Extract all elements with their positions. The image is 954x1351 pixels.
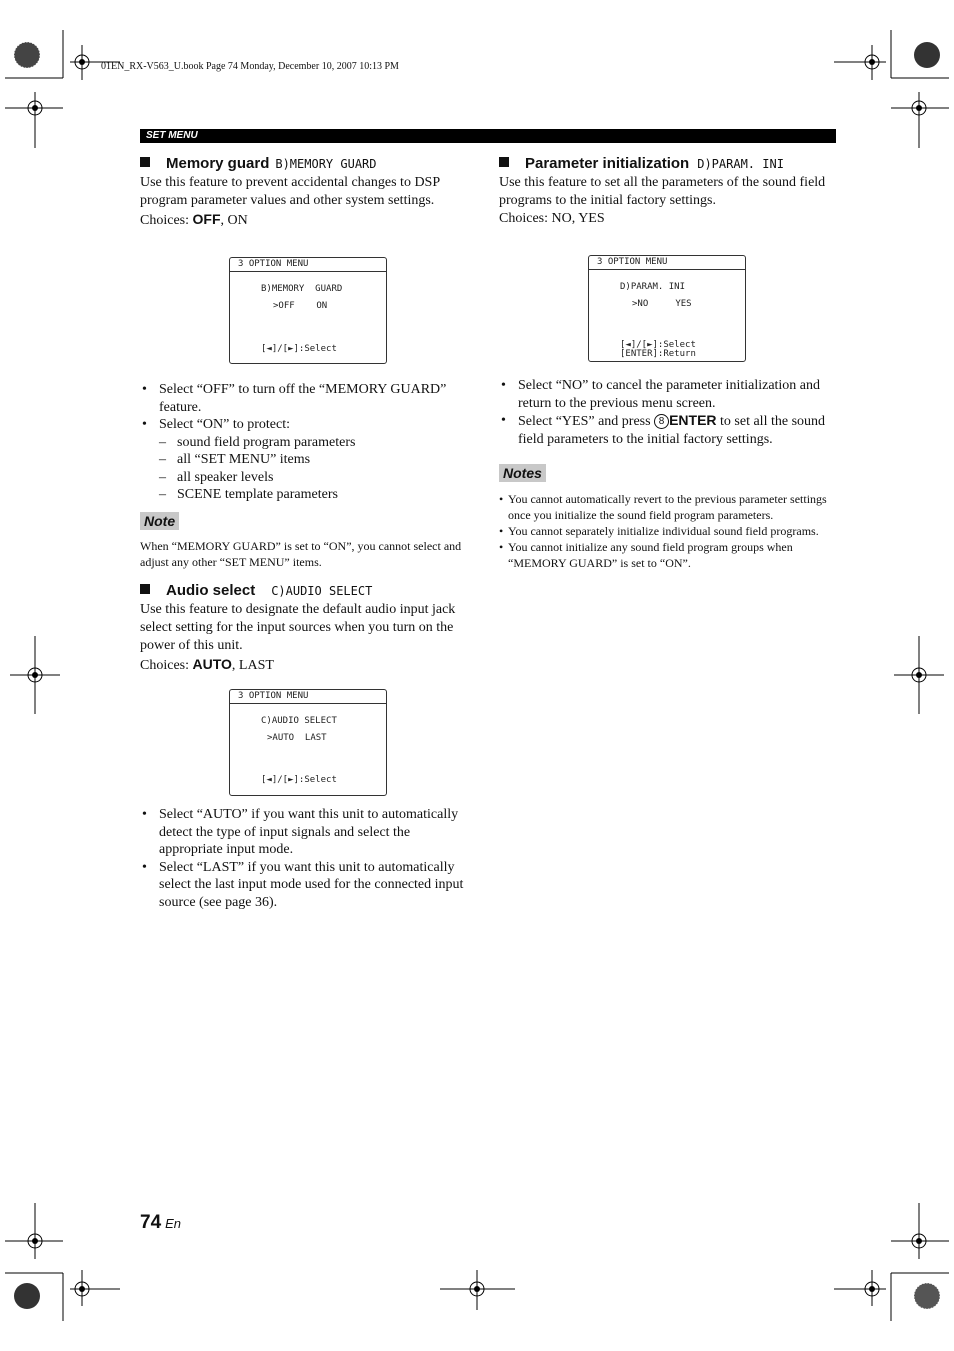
audio-select-bullets <box>140 806 476 911</box>
dash-item: – all “SET MENU” items <box>159 451 476 469</box>
screen-footer: [◄]/[►]:Select <box>261 344 337 354</box>
list-item: • Select “LAST” if you want this unit to automatically select the last input mode used for the connected input source (see page 36). <box>140 859 476 912</box>
list-item: • Select “OFF” to turn off the “MEMORY GUARD” feature. <box>140 381 476 416</box>
screen-line: B)MEMORY GUARD <box>261 284 343 294</box>
screen-footer: [ENTER]:Return <box>620 349 696 359</box>
note-item: • You cannot initialize any sound field program groups when “MEMORY GUARD” is set to “ON”. <box>499 539 836 571</box>
param-init-bullets <box>499 377 836 448</box>
list-item <box>499 412 836 448</box>
choice-rest: , LAST <box>231 658 274 673</box>
screen-header: 3 OPTION MENU <box>230 258 386 272</box>
screen-header: 3 OPTION MENU <box>589 256 745 270</box>
dash-item: – all speaker levels <box>159 469 476 487</box>
page-number: 74 <box>140 1212 162 1233</box>
audio-select-code: C)AUDIO SELECT <box>271 584 373 598</box>
section-bar: SET MENU <box>140 129 836 143</box>
choice-default: AUTO <box>192 656 232 672</box>
memory-guard-screen <box>229 257 387 364</box>
audio-select-screen <box>229 689 387 796</box>
memory-guard-title: Memory guard <box>166 155 270 172</box>
choices-label: Choices: <box>140 658 193 673</box>
screen-footer: [◄]/[►]:Select <box>261 775 337 785</box>
notes-label <box>499 464 546 483</box>
note-text: When “MEMORY GUARD” is set to “ON”, you cannot select and adjust any other “SET MENU” items. <box>140 539 462 569</box>
memory-guard-desc-text: Use this feature to prevent accidental changes to DSP program parameter values and other system settings. <box>140 175 440 208</box>
screen-line: D)PARAM. INI <box>620 282 686 292</box>
audio-select-title: Audio select <box>166 582 256 599</box>
screen-footer: [◄]/[►]:Select <box>620 340 696 350</box>
note-item: • You cannot automatically revert to the previous parameter settings once you initialize the sound field program parameters. <box>499 491 836 523</box>
screen-line: >NO YES <box>632 299 692 309</box>
dash-item: – SCENE template parameters <box>159 486 476 504</box>
page-number-block <box>140 1212 181 1234</box>
memory-guard-heading <box>140 155 476 173</box>
heading-square-icon <box>499 157 509 167</box>
list-item <box>140 416 476 504</box>
memory-guard-code: B)MEMORY GUARD <box>275 157 377 171</box>
choices-label: Choices: <box>140 213 193 228</box>
heading-square-icon <box>140 157 150 167</box>
memory-guard-desc <box>140 174 476 230</box>
param-init-heading <box>499 155 836 173</box>
list-item-text: Select “YES” and press <box>518 414 655 429</box>
list-item-text: Select “ON” to protect: <box>159 417 291 432</box>
choice-default: OFF <box>192 211 221 227</box>
choice-rest: , ON <box>220 213 248 228</box>
screen-header: 3 OPTION MENU <box>230 690 386 704</box>
screen-line: >OFF ON <box>273 301 328 311</box>
heading-square-icon <box>140 584 150 594</box>
notes-tag: Notes <box>499 464 546 482</box>
print-info: 01EN_RX-V563_U.book Page 74 Monday, December 10, 2007 10:13 PM <box>101 61 399 72</box>
screen-line: >AUTO LAST <box>267 733 327 743</box>
memory-guard-bullets <box>140 381 476 504</box>
param-init-desc <box>499 174 836 228</box>
note-label <box>140 512 179 531</box>
list-item: • Select “AUTO” if you want this unit to automatically detect the type of input signals and select the appropriate input mode. <box>140 806 476 859</box>
note-item: • You cannot separately initialize individual sound field programs. <box>499 523 836 539</box>
param-init-desc-text: Use this feature to set all the parameters of the sound field programs to the initial factory settings. <box>499 175 826 208</box>
param-init-screen <box>588 255 746 362</box>
notes-list <box>499 491 836 571</box>
note-tag: Note <box>140 512 179 530</box>
page-language: En <box>165 1216 182 1231</box>
list-item-text: to set all the sound field parameters to the initial factory settings. <box>518 414 826 447</box>
audio-select-desc-text: Use this feature to designate the default audio input jack select setting for the input sources when you turn on the power of this unit. <box>140 602 456 653</box>
list-item: • Select “NO” to cancel the parameter initialization and return to the previous menu screen. <box>499 377 836 412</box>
dash-item: – sound field program parameters <box>159 434 476 452</box>
param-init-choices: Choices: NO, YES <box>499 211 605 226</box>
enter-key-label: ENTER <box>669 412 717 428</box>
screen-line: C)AUDIO SELECT <box>261 716 337 726</box>
param-init-title: Parameter initialization <box>525 155 690 172</box>
param-init-code: D)PARAM. INI <box>697 157 784 171</box>
audio-select-heading <box>140 582 476 600</box>
audio-select-desc <box>140 601 476 675</box>
key-number-badge: 8 <box>654 414 669 429</box>
